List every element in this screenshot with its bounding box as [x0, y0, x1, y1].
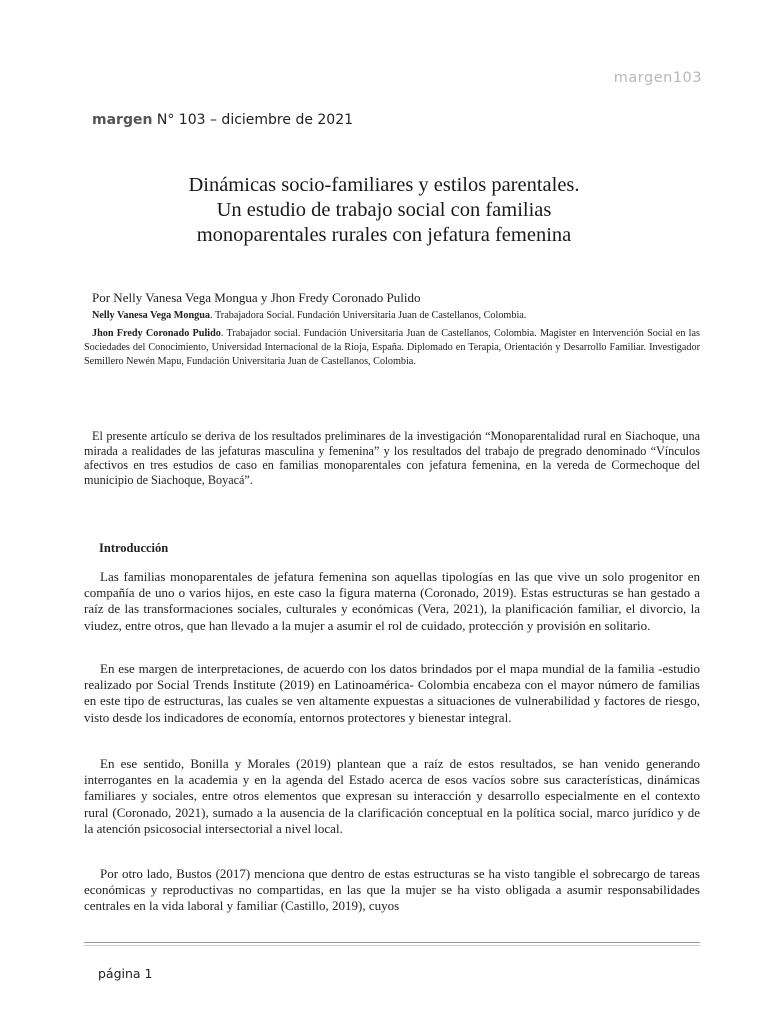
paragraph-2: En ese margen de interpretaciones, de acuerdo con los datos brindados por el mapa mundial de la familia -estudio realizado por Social Trends Institute (2019) en Latinoamérica- Colombia encabeza con el mayor número de familias en este tipo de estructuras, las cuales se ven altamente expuestas a situaciones de vulnerabilidad y factores de riesgo, visto desde los indicadores de economía, entornos protectores y bienestar integral. [84, 661, 700, 725]
issue-text: N° 103 – diciembre de 2021 [152, 112, 354, 128]
article-title [80, 173, 688, 248]
author1-affiliation [84, 309, 700, 323]
author1-name: Nelly Vanesa Vega Mongua [92, 310, 211, 321]
title-line-1: Dinámicas socio-familiares y estilos parentales. [188, 174, 580, 196]
issue-line [92, 112, 353, 128]
author2-name: Jhon Fredy Coronado Pulido [92, 328, 221, 339]
abstract: El presente artículo se deriva de los resultados preliminares de la investigación “Monoparentalidad rural en Siachoque, una mirada a realidades de las jefaturas masculina y femenina” y los resultados del trabajo de pregrado denominado “Vínculos afectivos en tres estudios de caso en familias monoparentales con jefatura femenina, en la vereda de Cormechoque del municipio de Siachoque, Boyacá”. [84, 429, 700, 487]
issue-brand: margen [92, 112, 153, 128]
author2-affiliation [84, 327, 700, 370]
paragraph-3: En ese sentido, Bonilla y Morales (2019) plantean que a raíz de estos resultados, se han venido generando interrogantes en la academia y en la agenda del Estado acerca de esos vacíos sobre sus características, dinámicas familiares y sociales, entre otros elementos que expresan su interacción y desarrollo especialmente en el contexto rural (Coronado, 2021), sumado a la ausencia de la clarificación conceptual en la política social, marco jurídico y de la atención psicosocial intersectorial a nivel local. [84, 756, 700, 836]
section-heading: Introducción [99, 541, 169, 555]
author2-description: . Trabajador social. Fundación Universitaria Juan de Castellanos, Colombia. Magister en Intervención Social en las Sociedades del Conocimiento, Universidad Internacional de la Rioja, España. Diplomado en Terapia, Orientación y Desarrollo Familiar. Investigador Semillero Newén Mapu, Fundación Universitaria Juan de Castellanos, Colombia. [84, 328, 700, 368]
title-line-2: Un estudio de trabajo social con familias [216, 199, 552, 221]
page-number: página 1 [98, 966, 153, 981]
title-line-3: monoparentales rurales con jefatura femenina [196, 224, 572, 246]
byline: Por Nelly Vanesa Vega Mongua y Jhon Fredy Coronado Pulido [92, 290, 421, 305]
paragraph-4: Por otro lado, Bustos (2017) menciona que dentro de estas estructuras se ha visto tangible el sobrecargo de tareas económicas y reproductivas no compartidas, en las que la mujer se ha visto obligada a asumir responsabilidades centrales en la vida laboral y familiar (Castillo, 2019), cuyos [84, 866, 700, 914]
author1-description: . Trabajadora Social. Fundación Universitaria Juan de Castellanos, Colombia. [210, 310, 527, 321]
footer-divider [84, 942, 700, 946]
journal-brand-corner: margen103 [613, 70, 702, 86]
paragraph-1: Las familias monoparentales de jefatura femenina son aquellas tipologías en las que vive un solo progenitor en compañía de uno o varios hijos, en este caso la figura materna (Coronado, 2019). Estas estructuras se han gestado a raíz de las transformaciones sociales, culturales y económicas (Vera, 2021), la planificación familiar, el divorcio, la viudez, entre otros, que han llevado a la mujer a asumir el rol de cuidado, protección y provisión en solitario. [84, 569, 700, 633]
